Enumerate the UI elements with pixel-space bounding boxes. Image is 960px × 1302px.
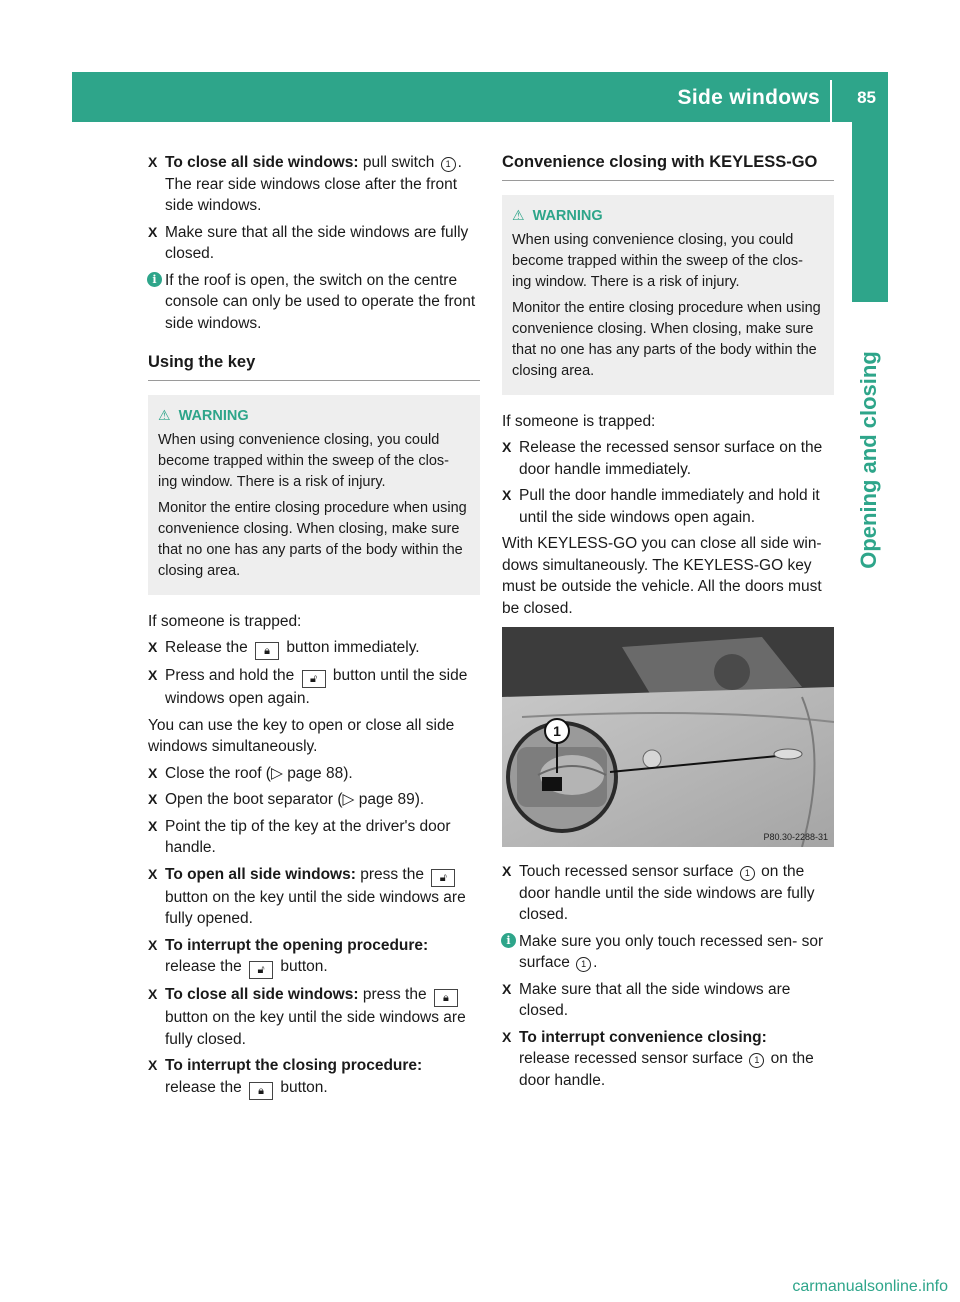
info-icon: i (147, 272, 162, 287)
lock-icon: 🔒︎ (255, 642, 279, 660)
step-interrupt-convenience: X To interrupt convenience closing: release recessed sensor surface 1 on the door handle. (502, 1028, 814, 1089)
step-marker-icon: X (148, 154, 158, 170)
photo-code: P80.30-2288-31 (763, 832, 828, 842)
right-column (502, 152, 834, 1096)
callout-1-icon: 1 (749, 1053, 764, 1068)
chapter-label: Opening and closing (856, 351, 881, 569)
info-note-roof: i If the roof is open, the switch on the centre console can only be used to operate the front side windows. (148, 270, 480, 335)
warning-box: ⚠ WARNING When using convenience closing, you could become trapped within the sweep of the clos- ing window. There is a risk of injury. Monitor the entire closing procedure when using convenience closing. When closing, make sure that no one has any parts of the body within the closing area. (502, 195, 834, 395)
step-marker-icon: X (148, 667, 158, 683)
step-open-windows: X To open all side windows: press the 🔓︎ button on the key until the side windows are fully opened. (148, 865, 466, 927)
step-point-key: X Point the tip of the key at the driver's door handle. (148, 817, 451, 856)
step-marker-icon: X (502, 439, 512, 455)
lock-icon: 🔒︎ (249, 1082, 273, 1100)
unlock-icon: 🔓︎ (302, 670, 326, 688)
lock-icon: 🔒︎ (434, 989, 458, 1007)
callout-1-icon: 1 (576, 957, 591, 972)
info-icon: i (501, 933, 516, 948)
step-pull-handle: X Pull the door handle immediately and hold it until the side windows open again. (502, 487, 820, 526)
step-press-unlock: X Press and hold the 🔓︎ button until the side windows open again. (148, 667, 468, 707)
step-check-closed: X Make sure that all the side windows are closed. (502, 980, 791, 1019)
trapped-text: If someone is trapped: (502, 412, 656, 430)
trapped-text: If someone is trapped: (148, 612, 302, 630)
step-marker-icon: X (148, 817, 158, 834)
step-interrupt-closing: X To interrupt the closing procedure: release the 🔒︎ button. (148, 1055, 480, 1100)
step-release-sensor: X Release the recessed sensor surface on the door handle immediately. (502, 439, 823, 478)
callout-1-icon: 1 (441, 157, 456, 172)
unlock-icon: 🔓︎ (431, 869, 455, 887)
side-tab (852, 122, 888, 302)
step-marker-icon: X (148, 639, 158, 655)
step-open-boot: X Open the boot separator (▷ page 89). (148, 789, 480, 811)
warning-box: ⚠ WARNING When using convenience closing, you could become trapped within the sweep of the clos- ing window. There is a risk of injury. Monitor the entire closing procedure when using convenience closing. When closing, make sure that no one has any parts of the body within the closing area. (148, 395, 480, 595)
page-number: 85 (857, 88, 876, 107)
section-heading-using-key: Using the key (148, 352, 480, 381)
page-title: Side windows (677, 86, 820, 109)
step-close-roof: X Close the roof (▷ page 88). (148, 763, 480, 785)
step-touch-sensor: X Touch recessed sensor surface 1 on the door handle until the side windows are fully closed. (502, 863, 815, 923)
step-interrupt-opening: X To interrupt the opening procedure: release the 🔓︎ button. (148, 935, 480, 980)
photo-callout-label: 1 (553, 723, 561, 739)
step-marker-icon: X (148, 791, 158, 807)
door-handle-photo (502, 627, 834, 847)
warning-icon: ⚠ (512, 206, 525, 223)
key-paragraph: You can use the key to open or close all side windows simultaneously. (148, 716, 455, 755)
step-marker-icon: X (148, 865, 158, 882)
step-marker-icon: X (502, 980, 512, 997)
step-close-switch: X To close all side windows: pull switch 1 . The rear side windows close after the front side windows. (148, 154, 462, 214)
step-marker-icon: X (148, 986, 158, 1002)
header-divider (830, 80, 832, 122)
step-marker-icon: X (502, 863, 512, 879)
step-marker-icon: X (502, 1028, 512, 1045)
keyless-go-paragraph: With KEYLESS-GO you can close all side win- dows simultaneously. The KEYLESS-GO key must be outside the vehicle. All the doors must be closed. (502, 535, 822, 617)
callout-1-icon: 1 (740, 866, 755, 881)
section-heading-keyless-go: Convenience closing with KEYLESS-GO (502, 152, 834, 181)
left-column (148, 152, 480, 1105)
unlock-icon: 🔓︎ (249, 961, 273, 979)
header-bar (72, 72, 888, 122)
warning-icon: ⚠ (158, 406, 171, 423)
watermark: carmanualsonline.info (792, 1278, 948, 1295)
step-marker-icon: X (148, 223, 158, 240)
info-note-sensor: i Make sure you only touch recessed sen- sor surface 1 . (502, 931, 834, 974)
step-marker-icon: X (148, 1057, 158, 1073)
step-close-windows: X To close all side windows: press the 🔒︎ button on the key until the side windows are fully closed. (148, 986, 466, 1048)
step-release-lock: X Release the 🔒︎ button immediately. (148, 637, 480, 660)
step-marker-icon: X (148, 936, 158, 953)
step-marker-icon: X (148, 764, 158, 781)
step-check-closed: X Make sure that all the side windows are fully closed. (148, 223, 469, 262)
step-marker-icon: X (502, 487, 512, 503)
